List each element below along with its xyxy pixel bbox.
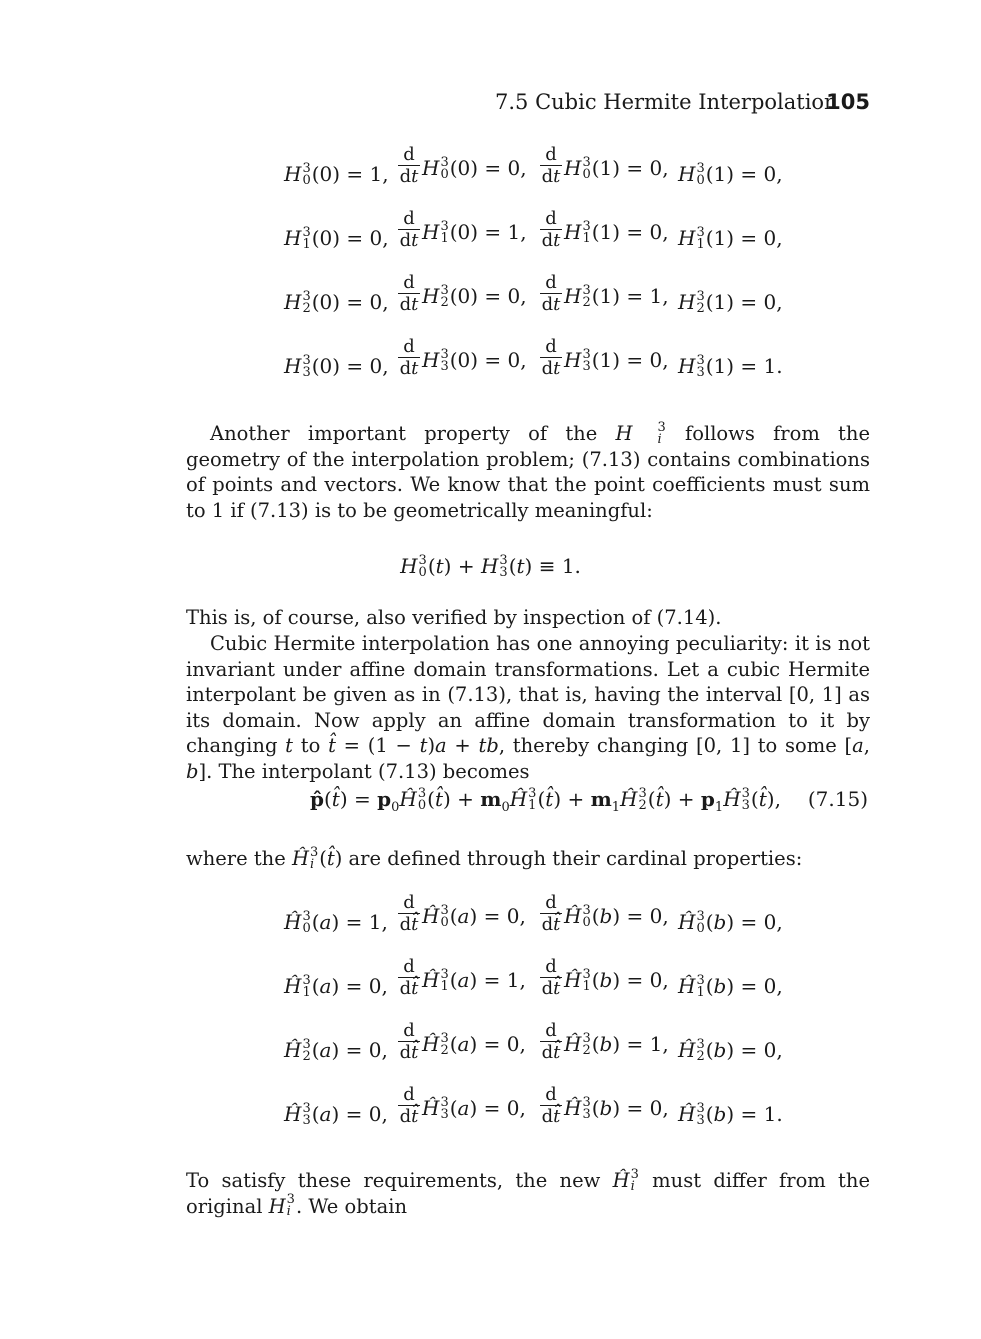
equation-row [0, 144, 981, 204]
equation-sum: H 3 0 (t) + H 3 3 (t) ≡ 1. [400, 552, 581, 580]
equation-term: H 3 3 (1) = 1. [678, 352, 783, 380]
equation-term: H 3 0 (0) = 1, [284, 160, 389, 188]
equation-row [0, 1020, 981, 1080]
equation-term: H 3 2 (0) = 0, [284, 288, 389, 316]
equation-term: $\frac{d}{dt̂}$ Ĥ 3 2 (b) = 1, [541, 1020, 669, 1063]
equation-term: $\frac{d}{dt}$ H 3 2 (1) = 1, [541, 272, 669, 315]
paragraph-affine: Cubic Hermite interpolation has one annoying peculiarity: it is not invariant under affine domain transformations. Let a cubic Hermite interpolant be given as in (7.13), that is, having the interval [0, 1] as its domain. Now apply an affine domain transformation to it by changing t to t̂ = (1 − t)a + tb, thereby changing [0, 1] to some [a, b]. The interpolant (7.13) becomes [186, 632, 870, 783]
equation-term: $\frac{d}{dt̂}$ Ĥ 3 0 (a) = 0, [399, 892, 526, 935]
equation-term: $\frac{d}{dt̂}$ Ĥ 3 2 (a) = 0, [399, 1020, 526, 1063]
equation-term: $\frac{d}{dt}$ H 3 1 (0) = 1, [399, 208, 527, 251]
equation-term: H 3 0 (1) = 0, [678, 160, 783, 188]
equation-term: $\frac{d}{dt}$ H 3 3 (1) = 0, [541, 336, 669, 379]
equation-term: Ĥ 3 1 (a) = 0, [284, 972, 388, 1000]
page-number: 105 [826, 90, 870, 114]
equation-term: $\frac{d}{dt̂}$ Ĥ 3 1 (b) = 0, [541, 956, 669, 999]
equation-term: $\frac{d}{dt}$ H 3 3 (0) = 0, [399, 336, 527, 379]
equation-number: (7.15) [807, 787, 868, 811]
paragraph-requirements: To satisfy these requirements, the new Ĥ 3 i must differ from the original H 3 i . We obtain [186, 1166, 870, 1219]
equation-term: $\frac{d}{dt}$ H 3 0 (0) = 0, [399, 144, 527, 187]
equation-term: $\frac{d}{dt}$ H 3 1 (1) = 0, [541, 208, 669, 251]
equation-term: $\frac{d}{dt}$ H 3 2 (0) = 0, [399, 272, 527, 315]
equation-row [0, 272, 981, 332]
equation-row [0, 336, 981, 396]
equation-term: Ĥ 3 2 (a) = 0, [284, 1036, 388, 1064]
equation-term: Ĥ 3 2 (b) = 0, [678, 1036, 783, 1064]
equation-term: H 3 3 (0) = 0, [284, 352, 389, 380]
equation-term: H 3 2 (1) = 0, [678, 288, 783, 316]
equation-term: $\frac{d}{dt̂}$ Ĥ 3 3 (a) = 0, [399, 1084, 526, 1127]
equation-term: $\frac{d}{dt̂}$ Ĥ 3 3 (b) = 0, [541, 1084, 669, 1127]
equation-term: $\frac{d}{dt̂}$ Ĥ 3 1 (a) = 1, [399, 956, 526, 999]
equation-row [0, 1084, 981, 1144]
equation-term: H 3 1 (0) = 0, [284, 224, 389, 252]
paragraph-verified: This is, of course, also verified by inspection of (7.14). [186, 606, 722, 629]
equation-term: Ĥ 3 3 (a) = 0, [284, 1100, 388, 1128]
equation-term: Ĥ 3 3 (b) = 1. [678, 1100, 783, 1128]
equation-row [0, 208, 981, 268]
equation-term: Ĥ 3 0 (b) = 0, [678, 908, 783, 936]
equation-term: Ĥ 3 1 (b) = 0, [678, 972, 783, 1000]
equation-row [0, 892, 981, 952]
equation-term: $\frac{d}{dt̂}$ Ĥ 3 0 (b) = 0, [541, 892, 669, 935]
equation-term: $\frac{d}{dt}$ H 3 0 (1) = 0, [541, 144, 669, 187]
equation-term: Ĥ 3 0 (a) = 1, [284, 908, 388, 936]
paragraph-cardinal: where the Ĥ 3 i (t̂) are defined through their cardinal properties: [186, 844, 803, 872]
equation-term: H 3 1 (1) = 0, [678, 224, 783, 252]
section-title: 7.5 Cubic Hermite Interpolation [495, 90, 838, 114]
equation-row [0, 956, 981, 1016]
paragraph-geometry: Another important property of the H 3 i follows from the geometry of the interpolation problem; (7.13) contains combinations of points and vectors. We know that the point coefficients must sum to 1 if (7.13) is to be geometrically meaningful: [186, 419, 870, 522]
